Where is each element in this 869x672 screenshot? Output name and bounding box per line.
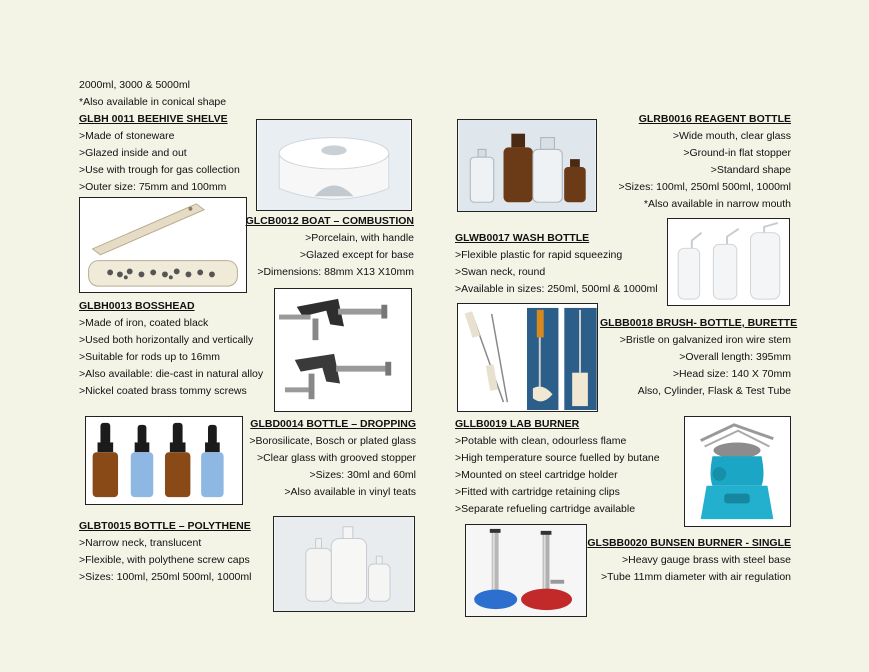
product-spec: >Sizes: 30ml and 60ml <box>309 469 416 481</box>
beehive-shelve-image <box>257 120 411 210</box>
product-spec: >Fitted with cartridge retaining clips <box>455 486 620 498</box>
product-reagent-bottle <box>600 111 791 213</box>
product-spec: >Ground-in flat stopper <box>683 147 791 159</box>
product-spec: >Potable with clean, odourless flame <box>455 435 627 447</box>
wash-bottle-photo <box>667 218 790 306</box>
product-title: GLCB0012 BOAT – COMBUSTION <box>245 215 414 227</box>
dropping-bottle-photo <box>85 416 243 505</box>
product-spec: >Suitable for rods up to 16mm <box>79 351 220 363</box>
product-beehive-shelve <box>79 111 240 196</box>
product-spec: >Standard shape <box>710 164 791 176</box>
product-spec: >Use with trough for gas collection <box>79 164 240 176</box>
product-spec: >Flexible, with polythene screw caps <box>79 554 250 566</box>
product-brush <box>600 315 798 400</box>
product-spec: >Made of iron, coated black <box>79 317 209 329</box>
product-title: GLLB0019 LAB BURNER <box>455 418 580 430</box>
product-spec: >Dimensions: 88mm X13 X10mm <box>257 266 414 278</box>
product-spec: >Sizes: 100ml, 250ml 500ml, 1000ml <box>79 571 252 583</box>
product-spec: >Outer size: 75mm and 100mm <box>79 181 227 193</box>
product-bunsen-burner <box>586 535 791 586</box>
product-spec: *Also available in narrow mouth <box>643 198 791 210</box>
product-spec: >Nickel coated brass tommy screws <box>79 385 247 397</box>
product-spec: >Porcelain, with handle <box>305 232 414 244</box>
product-spec: >Used both horizontally and vertically <box>79 334 254 346</box>
brush-photo <box>457 303 598 412</box>
bosshead-image <box>275 289 411 411</box>
product-spec: >Borosilicate, Bosch or plated glass <box>249 435 416 447</box>
bunsen-burner-image <box>466 525 586 616</box>
product-spec: >Tube 11mm diameter with air regulation <box>601 571 791 583</box>
polythene-bottle-image <box>274 517 414 611</box>
product-title: GLBH0013 BOSSHEAD <box>79 300 195 312</box>
lab-burner-photo <box>684 416 791 527</box>
reagent-bottle-image <box>458 120 596 211</box>
intro-line: *Also available in conical shape <box>79 96 227 108</box>
product-title: GLSBB0020 BUNSEN BURNER - SINGLE <box>587 537 791 549</box>
bosshead-photo <box>274 288 412 412</box>
product-spec: >Also available in vinyl teats <box>284 486 416 498</box>
intro-text <box>79 77 226 111</box>
product-spec: >Separate refueling cartridge available <box>455 503 636 515</box>
product-dropping-bottle <box>230 416 416 501</box>
product-spec: >Swan neck, round <box>455 266 546 278</box>
product-spec: >Also available: die-cast in natural alloy <box>79 368 264 380</box>
product-bosshead <box>79 298 263 400</box>
bunsen-burner-photo <box>465 524 587 617</box>
product-spec: >Flexible plastic for rapid squeezing <box>455 249 623 261</box>
dropping-bottle-image <box>86 417 242 504</box>
product-spec: Also, Cylinder, Flask & Test Tube <box>637 385 791 397</box>
product-spec: >Heavy gauge brass with steel base <box>622 554 791 566</box>
combustion-boat-image <box>80 198 246 292</box>
product-lab-burner <box>455 416 660 518</box>
combustion-boat-photo <box>79 197 247 293</box>
product-spec: >Head size: 140 X 70mm <box>672 368 791 380</box>
product-combustion-boat <box>230 213 414 281</box>
product-spec: >Sizes: 100ml, 250ml 500ml, 1000ml <box>618 181 791 193</box>
polythene-bottle-photo <box>273 516 415 612</box>
product-title: GLWB0017 WASH BOTTLE <box>455 232 590 244</box>
wash-bottle-image <box>668 219 789 305</box>
product-spec: >Available in sizes: 250ml, 500ml & 1000ml <box>455 283 658 295</box>
intro-line: 2000ml, 3000 & 5000ml <box>79 79 190 91</box>
product-wash-bottle <box>455 230 658 298</box>
beehive-shelve-photo <box>256 119 412 211</box>
product-spec: >Narrow neck, translucent <box>79 537 202 549</box>
product-title: GLBD0014 BOTTLE – DROPPING <box>250 418 416 430</box>
product-spec: >Mounted on steel cartridge holder <box>455 469 618 481</box>
product-spec: >Overall length: 395mm <box>679 351 791 363</box>
product-spec: >High temperature source fuelled by butane <box>455 452 660 464</box>
product-title: GLBT0015 BOTTLE – POLYTHENE <box>79 520 251 532</box>
product-polythene-bottle <box>79 518 251 586</box>
lab-burner-image <box>685 417 790 526</box>
product-title: GLBH 0011 BEEHIVE SHELVE <box>79 113 228 125</box>
product-spec: >Glazed except for base <box>299 249 414 261</box>
product-spec: >Wide mouth, clear glass <box>672 130 791 142</box>
product-spec: >Made of stoneware <box>79 130 175 142</box>
brush-image <box>458 304 597 411</box>
product-spec: >Clear glass with grooved stopper <box>256 452 416 464</box>
product-title: GLRB0016 REAGENT BOTTLE <box>638 113 791 125</box>
product-spec: >Glazed inside and out <box>79 147 187 159</box>
product-spec: >Bristle on galvanized iron wire stem <box>619 334 791 346</box>
reagent-bottle-photo <box>457 119 597 212</box>
product-title: GLBB0018 BRUSH- BOTTLE, BURETTE <box>600 317 798 329</box>
